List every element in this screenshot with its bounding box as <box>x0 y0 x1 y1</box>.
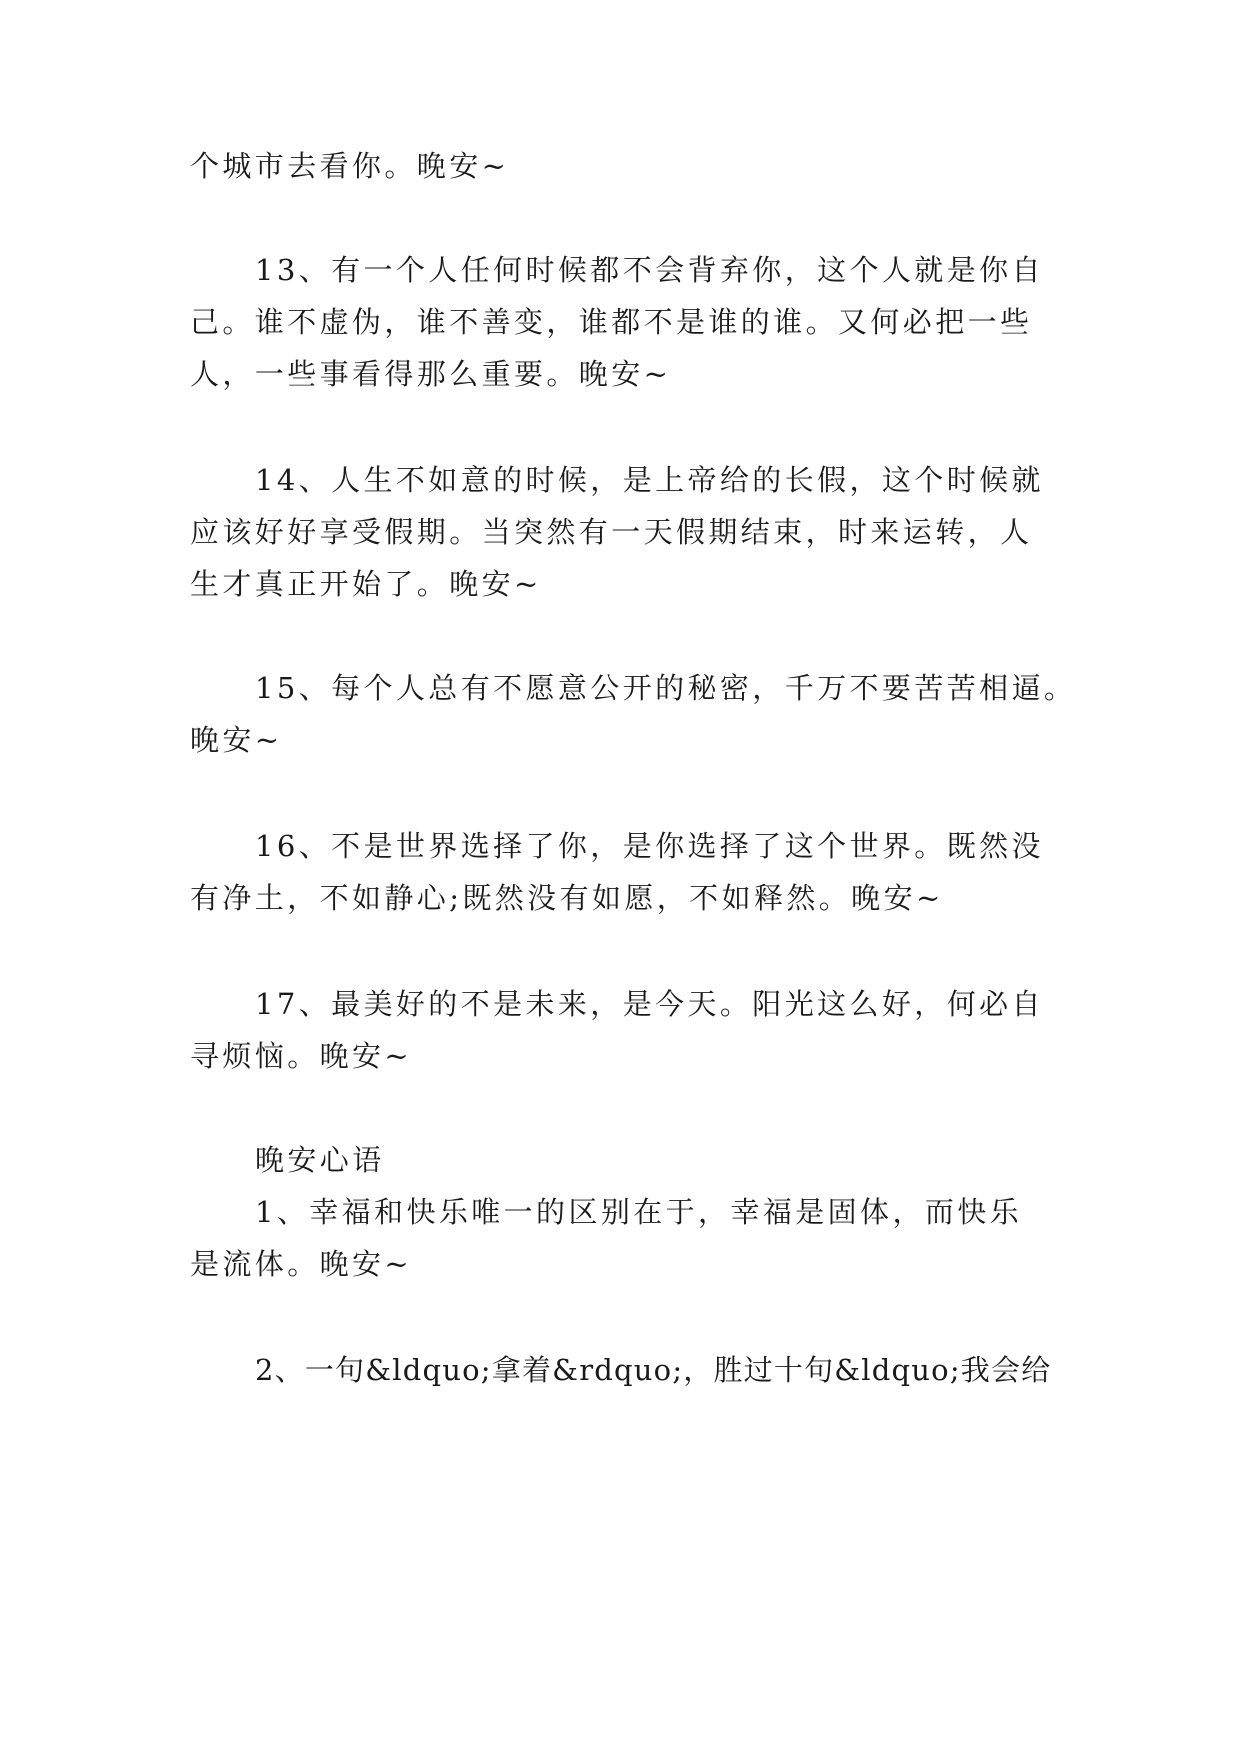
paragraph-line: 15、每个人总有不愿意公开的秘密，千万不要苦苦相逼。 <box>255 671 1077 705</box>
paragraph-line: 生才真正开始了。晚安~ <box>190 567 542 601</box>
paragraph-line: 16、不是世界选择了你，是你选择了这个世界。既然没 <box>255 829 1044 863</box>
paragraph-line: 有净土，不如静心;既然没有如愿，不如释然。晚安~ <box>190 881 944 915</box>
paragraph-line: 晚安~ <box>190 723 283 757</box>
paragraph-line: 是流体。晚安~ <box>190 1247 413 1281</box>
paragraph-line: 人，一些事看得那么重要。晚安~ <box>190 357 672 391</box>
paragraph-line: 13、有一个人任何时候都不会背弃你，这个人就是你自 <box>255 253 1044 287</box>
paragraph-line: 己。谁不虚伪，谁不善变，谁都不是谁的谁。又何必把一些 <box>190 305 1033 339</box>
paragraph-line: 1、幸福和快乐唯一的区别在于，幸福是固体，而快乐 <box>255 1195 1023 1229</box>
paragraph-line: 个城市去看你。晚安~ <box>190 149 510 183</box>
paragraph-line: 14、人生不如意的时候，是上帝给的长假，这个时候就 <box>255 463 1044 497</box>
paragraph-line: 17、最美好的不是未来，是今天。阳光这么好，何必自 <box>255 987 1044 1021</box>
paragraph-line: 2、一句&ldquo;拿着&rdquo;，胜过十句&ldquo;我会给 <box>255 1353 1052 1387</box>
paragraph-line: 寻烦恼。晚安~ <box>190 1039 413 1073</box>
section-heading: 晚安心语 <box>255 1143 385 1177</box>
paragraph-line: 应该好好享受假期。当突然有一天假期结束，时来运转，人 <box>190 515 1033 549</box>
